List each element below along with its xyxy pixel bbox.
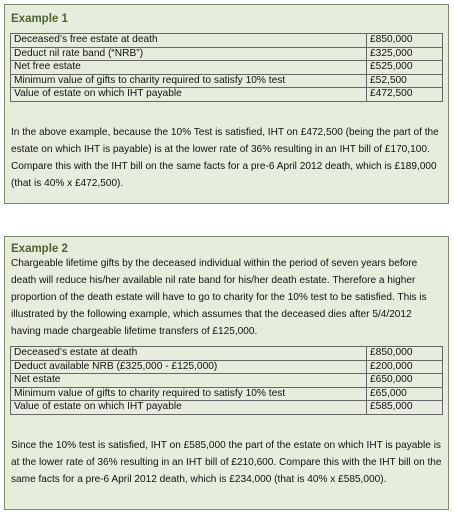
- table-row: [11, 387, 443, 401]
- row-amount: £200,000: [367, 360, 443, 374]
- table-row: [11, 347, 443, 361]
- row-label: Deceased’s free estate at death: [11, 34, 367, 48]
- example-1-heading: Example 1: [11, 13, 68, 25]
- example-1-explanation: In the above example, because the 10% Test is satisfied, IHT on £472,500 (being the part of the estate on which IHT is payable) is at the lower rate of 36% resulting in an IHT bill of £170,100. Compare this with the IHT bill on the same facts for a pre-6 April 2012 death, which is £189,000 (that is 40% x £472,500).: [11, 127, 439, 189]
- row-amount: £850,000: [367, 34, 443, 48]
- example-2-explanation: Since the 10% test is satisfied, IHT on £585,000 the part of the estate on which IHT is payable is at the lower rate of 36% resulting in an IHT bill of £210,600. Compare this with the IHT bill on the same facts for a pre-6 April 2012 death, which is £234,000 (that is 40% x £585,000).: [11, 440, 442, 485]
- table-row: [11, 88, 443, 102]
- row-label: Net estate: [11, 374, 367, 388]
- row-amount: £525,000: [367, 61, 443, 75]
- row-label: Minimum value of gifts to charity required to satisfy 10% test: [11, 387, 367, 401]
- table-row: [11, 374, 443, 388]
- row-label: Deduct nil rate band (“NRB”): [11, 47, 367, 61]
- table-row: [11, 47, 443, 61]
- row-label: Value of estate on which IHT payable: [11, 88, 367, 102]
- table-row: [11, 74, 443, 88]
- row-amount: £52,500: [367, 74, 443, 88]
- row-label: Net free estate: [11, 61, 367, 75]
- row-amount: £850,000: [367, 347, 443, 361]
- table-row: [11, 360, 443, 374]
- example-1-table: [10, 33, 443, 102]
- row-amount: £325,000: [367, 47, 443, 61]
- row-label: Deduct available NRB (£325,000 - £125,000): [11, 360, 367, 374]
- table-row: [11, 401, 443, 415]
- row-label: Deceased’s estate at death: [11, 347, 367, 361]
- row-amount: £585,000: [367, 401, 443, 415]
- row-amount: £472,500: [367, 88, 443, 102]
- table-row: [11, 61, 443, 75]
- row-amount: £650,000: [367, 374, 443, 388]
- example-2-table: [10, 346, 443, 415]
- row-label: Value of estate on which IHT payable: [11, 401, 367, 415]
- example-2-heading: Example 2: [11, 243, 68, 255]
- example-1-panel: [4, 4, 449, 204]
- example-2-intro: Chargeable lifetime gifts by the deceased individual within the period of seven years before death will reduce his/her available nil rate band for his/her death estate. Therefore a higher proportion of the death estate will have to go to charity for the 10% test to be satisfied. This is illustrated by the following example, which assumes that the deceased dies after 5/4/2012 having made chargeable lifetime transfers of £125,000.: [11, 258, 427, 337]
- row-label: Minimum value of gifts to charity required to satisfy 10% test: [11, 74, 367, 88]
- example-2-panel: [4, 236, 449, 510]
- row-amount: £65,000: [367, 387, 443, 401]
- table-row: [11, 34, 443, 48]
